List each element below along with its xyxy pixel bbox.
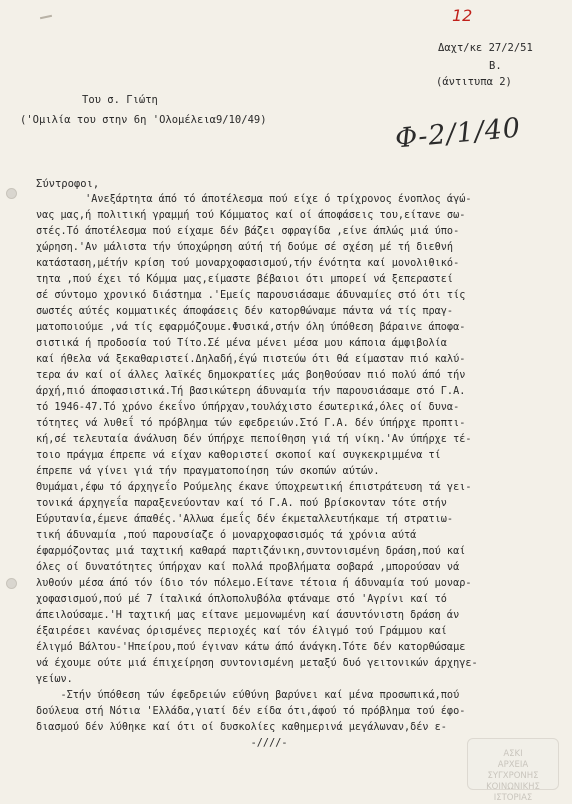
salutation: Σύντροφοι, bbox=[36, 178, 100, 190]
body-line: γείων. bbox=[36, 674, 73, 685]
body-line: σέ σύντομο χρονικό διάστημα .'Εμείς παρουσιάσαμε άδυναμίες στό ότι τίς bbox=[36, 290, 466, 301]
body-line: άπειλούσαμε.'Η ταχτική μας είτανε μεμονωμένη καί άσυντόνιστη δράση άν bbox=[36, 610, 460, 621]
series-letter: Β. bbox=[489, 60, 502, 72]
body-line: κή,σέ τελευταία άνάλυση δέν ύπήρχε πεποίθηση γιά τή νίκη.'Αν ύπήρχε τέ- bbox=[36, 434, 472, 445]
watermark-line: ΣΥΓΧΡΟΝΗΣ bbox=[487, 771, 539, 781]
watermark-line: ΙΣΤΟΡΙΑΣ bbox=[493, 793, 533, 803]
watermark-line: ΚΟΙΝΩΝΙΚΗΣ bbox=[486, 782, 540, 792]
punch-hole bbox=[6, 578, 17, 589]
body-line: τητα ,πού έχει τό Κόμμα μας,είμαστε βέβαιοι ότι μπορεί νά ξεπεραστεί bbox=[36, 274, 454, 285]
body-line: έλιγμό Βάλτου-'Ηπείρου,πού έγιναν κάτω άπό άνάγκη.Τότε δέν κατορθώσαμε bbox=[36, 642, 466, 653]
body-line: κατάσταση,μέτήν κρίση τού μοναρχοφασισμού,τήν ένότητα καί μονολιθικό- bbox=[36, 258, 460, 269]
body-line: τερα άν καί οί άλλες λαϊκές δημοκρατίες μάς βοηθούσαν πιό πολύ άπό τήν bbox=[36, 370, 466, 381]
body-line: τό 1946-47.Τό χρόνο έκεΐνο ύπήρχαν,τουλάχιστο έσωτερικά,όλες οί δυνα- bbox=[36, 402, 460, 413]
body-line: έξαιρέσει κανένας όρισμένες περιοχές καί τόν έλιγμό τού Γράμμου καί bbox=[36, 626, 447, 637]
body-line: λυθούν μέσα άπό τόν ίδιο τόν πόλεμο.Είτανε τέτοια ή άδυναμία τού μοναρ- bbox=[36, 578, 472, 589]
body-line: τική άδυναμία ,πού παρουσίαζε ό μοναρχοφασισμός τά χρόνια αύτά bbox=[36, 530, 417, 541]
body-line: διασμού δέν λύθηκε καί ότι οί δυσκολίες καθημερινά μεγάλωναν,δέν ε- bbox=[36, 722, 447, 733]
body-line: χοφασισμού,πού μέ 7 ίταλικά όπλοπολυβόλα φτάναμε στό 'Αγρίνι καί τό bbox=[36, 594, 447, 605]
body-line: άρχή,πιό άποφασιστικά.Τή βασικώτερη άδυναμία τήν παρουσιάσαμε στό Γ.Α. bbox=[36, 386, 466, 397]
speech-subtitle: ('Ομιλία του στην 6η 'Ολομέλεια9/10/49) bbox=[20, 114, 267, 126]
handwritten-reference: Φ-2/1/40 bbox=[393, 112, 523, 155]
body-line: τότητες νά λυθεΐ τό πρόβλημα τών εφεδρειών.Στό Γ.Α. δέν ύπήρχε προπτι- bbox=[36, 418, 466, 429]
body-line: όλες οί δυνατότητες ύπήρχαν καί πολλά προβλήματα σοβαρά ,μπορούσαν νά bbox=[36, 562, 460, 573]
body-line: 'Ανεξάρτητα άπό τό άποτέλεσμα πού είχε ό τρίχρονος ένοπλος άγώ- bbox=[36, 194, 472, 205]
author-line: Του σ. Γιώτη bbox=[82, 94, 158, 106]
body-line: έφαρμόζοντας μιά ταχτική καθαρά παρτιζάνικη,συντονισμένη δράση,πού καί bbox=[36, 546, 466, 557]
watermark-line: ΑΣΚΙ bbox=[503, 749, 523, 759]
archive-watermark bbox=[467, 738, 559, 803]
body-line: σιστικά ή προδοσία τού Τίτο.Σέ μένα μένει μέσα μου κάποια άμφιβολία bbox=[36, 338, 447, 349]
date-line: Δαχτ/κε 27/2/51 bbox=[438, 42, 533, 54]
body-line: Εύρυτανία,έμενε άπαθές.'Αλλωα έμεΐς δέν έκμεταλλευτήκαμε τή στρατιω- bbox=[36, 514, 454, 525]
body-line: έπρεπε νά γίνει γιά τήν πραγματοποίηση τών σκοπών αύτών. bbox=[36, 466, 380, 477]
copies-note: (άντιτυπα 2) bbox=[436, 76, 512, 88]
body-line: στές.Τό άποτέλεσμα πού είχαμε δέν βάζει σφραγίδα ,είνε άπλώς μιά ύπο- bbox=[36, 226, 460, 237]
body-line: Θυμάμαι,έφω τό άρχηγεΐο Ρούμελης έκανε ύποχρεωτική έπιστράτευση τά γει- bbox=[36, 482, 472, 493]
body-line: -Στήν ύπόθεση τών έφεδρειών εύθύνη βαρύνει καί μένα προσωπικά,πού bbox=[36, 690, 460, 701]
body-line: τονικά άρχηγεΐα παραξενεύονταν καί τό Γ.Α. πού βρίσκονταν τότε στήν bbox=[36, 498, 447, 509]
red-page-number: 12 bbox=[452, 6, 473, 25]
body-line: τοιο πράγμα έπρεπε νά είχαν καθοριστεί σκοποί καί συγκεκριμμένα τί bbox=[36, 450, 441, 461]
body-line: καί ήθελα νά ξεκαθαριστεί.Δηλαδή,έγώ πιστεύω ότι θά είμασταν πιό καλύ- bbox=[36, 354, 466, 365]
body-text bbox=[36, 192, 556, 752]
body-line: ματοποιούμε ,νά τίς εφαρμόζουμε.Φυσικά,στήν όλη ύπόθεση βάραινε άποφα- bbox=[36, 322, 466, 333]
watermark-line: ΑΡΧΕΙΑ bbox=[497, 760, 529, 770]
body-line: σωστές αύτές κομματικές άποφάσεις δέν κατορθώναμε πάντα νά τίς πραγ- bbox=[36, 306, 454, 317]
corner-mark bbox=[40, 15, 52, 19]
punch-hole bbox=[6, 188, 17, 199]
body-line: χώρηση.'Αν μάλιστα τήν ύποχώρηση αύτή τή δούμε σέ σχέση μέ τή διεθνή bbox=[36, 242, 454, 253]
body-line: δούλευα στή Νότια 'Ελλάδα,γιατί δέν είδα ότι,άφού τό πρόβλημα τού έφο- bbox=[36, 706, 466, 717]
body-line: -////- bbox=[36, 738, 288, 749]
body-line: νας μας,ή πολιτική γραμμή τού Κόμματος καί οί άποφάσεις του,είτανε σω- bbox=[36, 210, 466, 221]
body-line: νά έχουμε ούτε μιά έπιχείρηση συντονισμένη μεταξύ δυό γειτονικών άρχηγε- bbox=[36, 658, 478, 669]
